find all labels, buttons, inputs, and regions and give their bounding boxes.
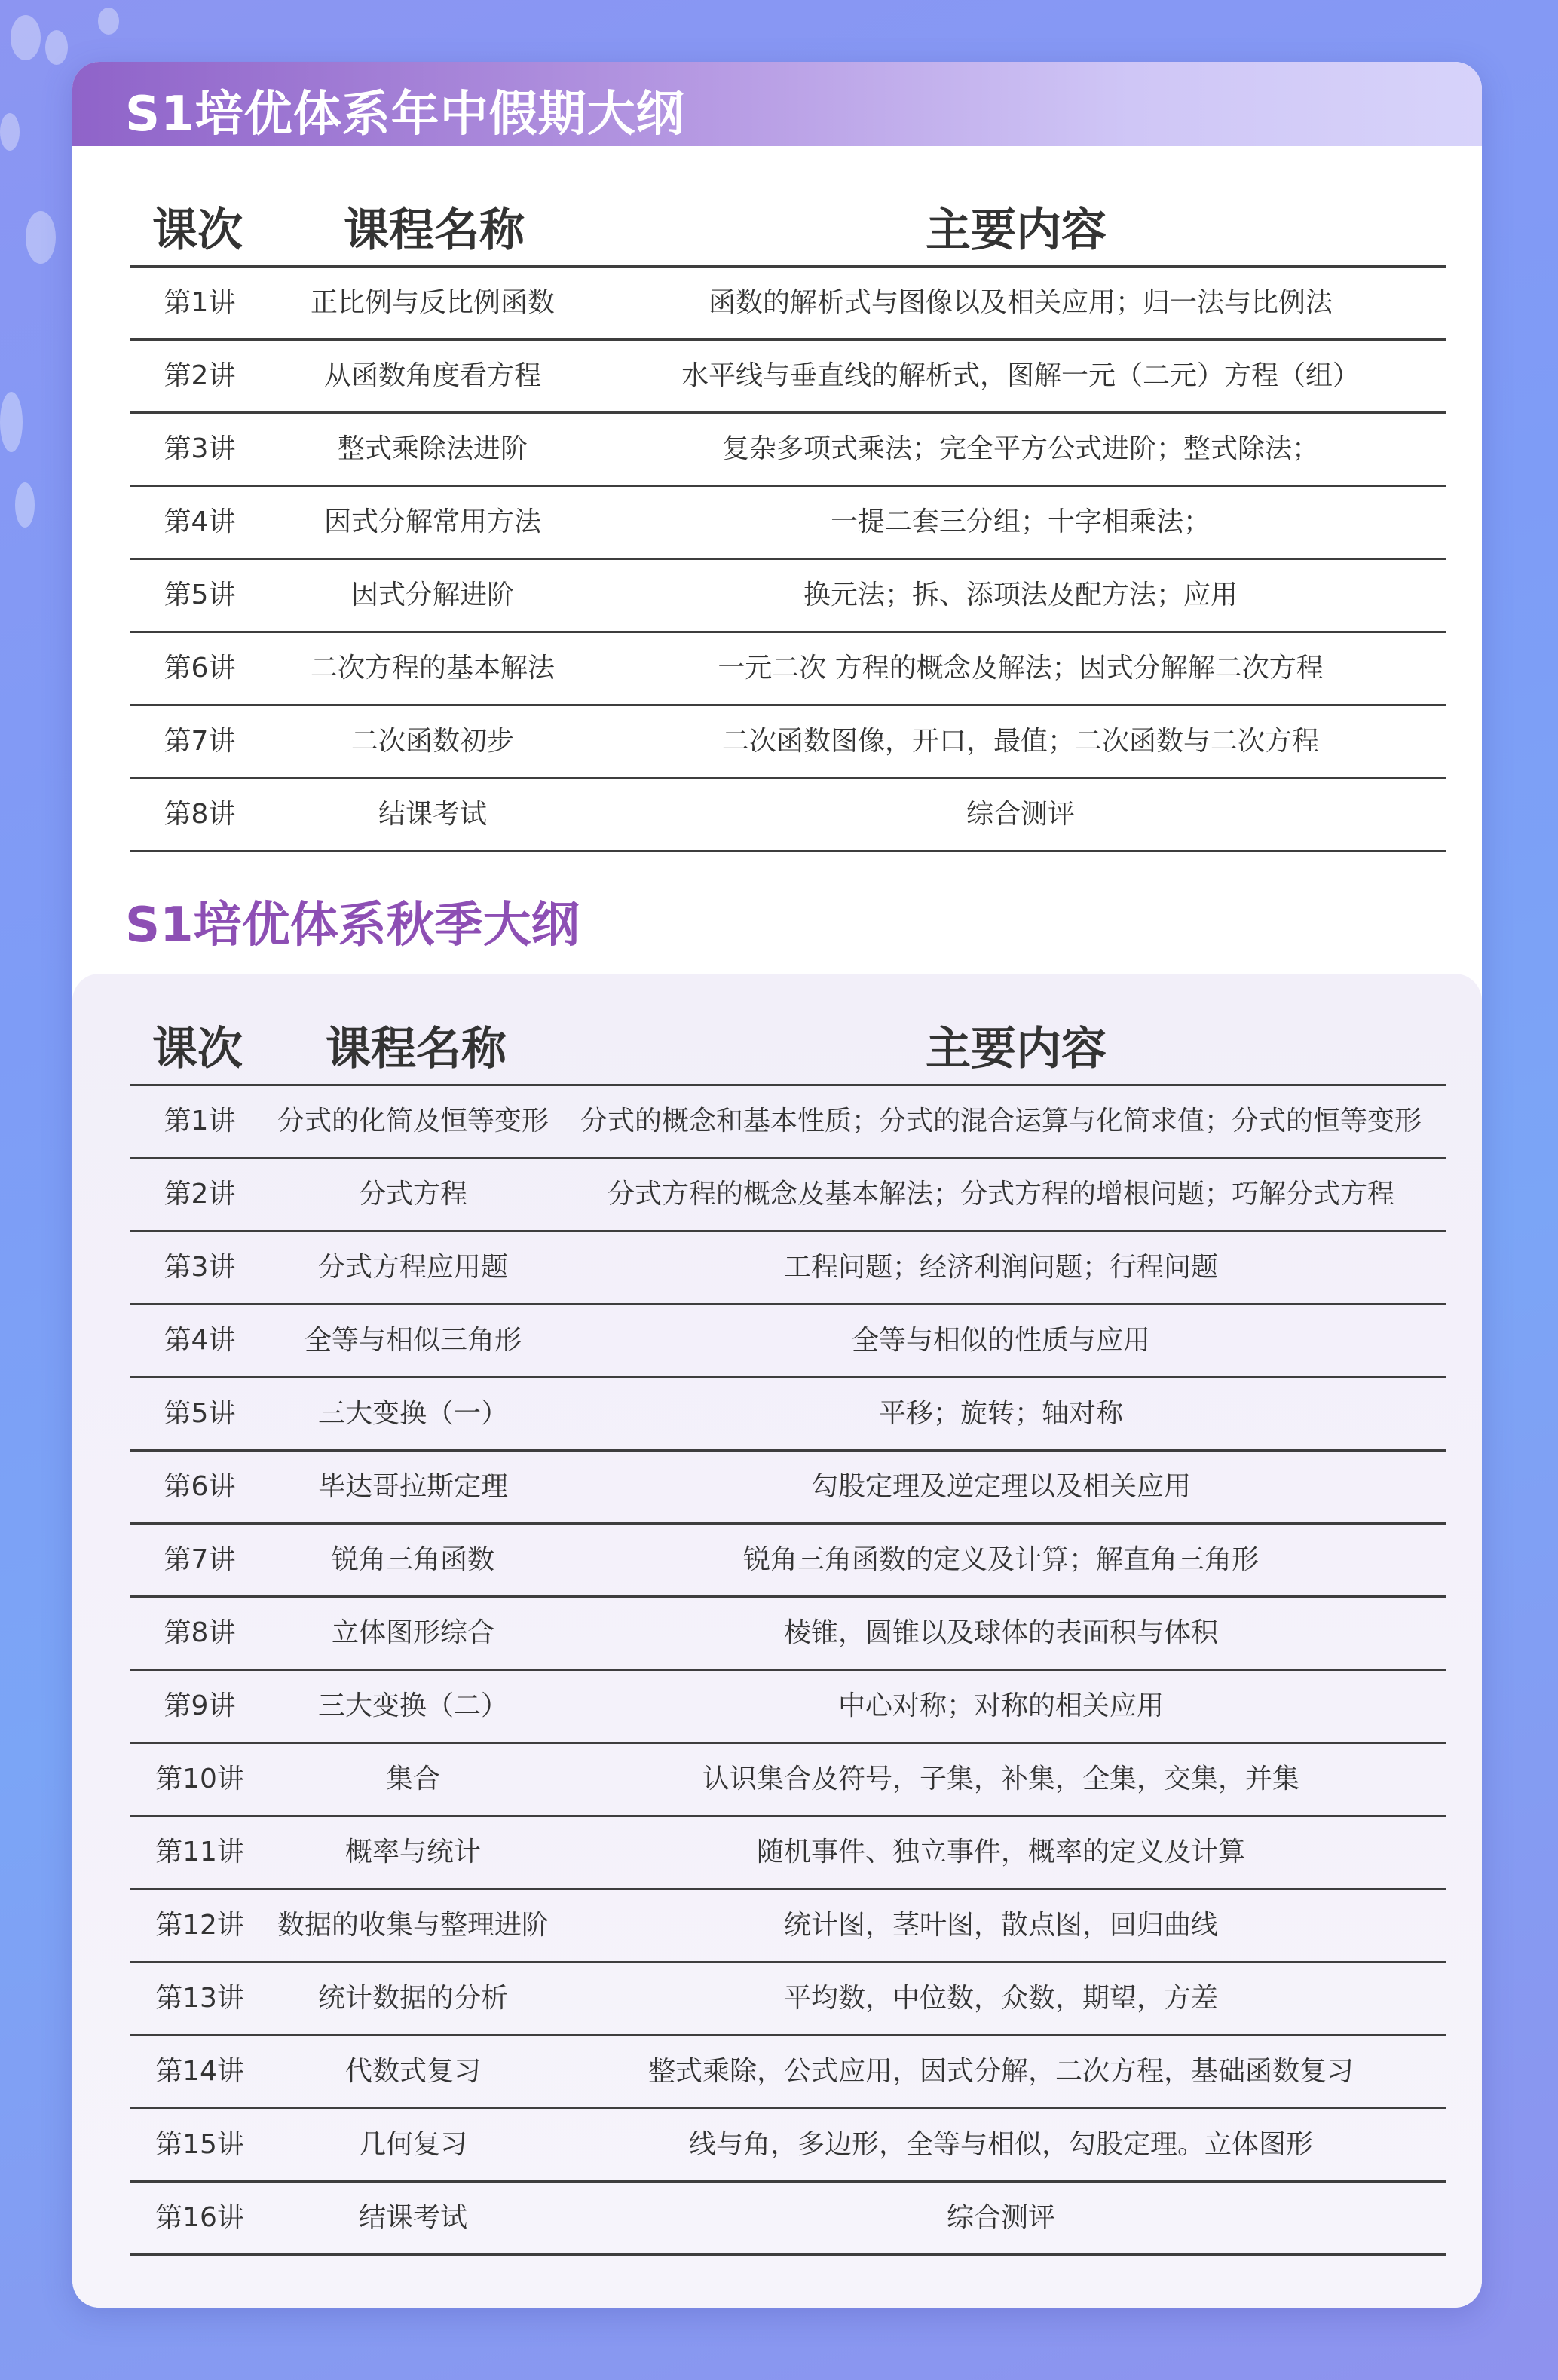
- table-header: [130, 182, 1446, 268]
- lesson-number: 第5讲: [164, 580, 236, 610]
- table-row: [130, 268, 1446, 341]
- main-content: 复杂多项式乘法；完全平方公式进阶；整式除法；: [721, 433, 1319, 464]
- main-content: 分式方程的概念及基本解法；分式方程的增根问题；巧解分式方程: [607, 1179, 1394, 1210]
- main-content: 认识集合及符号，子集，补集，全集，交集，并集: [702, 1764, 1299, 1794]
- header-course-name: 课程名称: [344, 204, 525, 257]
- course-name: 集合: [385, 1764, 440, 1794]
- lesson-number: 第4讲: [164, 506, 236, 537]
- summer-syllabus-table: [130, 182, 1446, 852]
- lesson-number: 第16讲: [155, 2202, 244, 2233]
- lesson-number: 第1讲: [164, 1106, 236, 1136]
- course-name: 正比例与反比例函数: [310, 287, 555, 318]
- course-name: 分式的化简及恒等变形: [277, 1106, 549, 1136]
- lesson-number: 第2讲: [164, 1179, 236, 1210]
- lesson-number: 第5讲: [164, 1398, 236, 1429]
- course-name: 锐角三角函数: [331, 1544, 494, 1575]
- table-row: [130, 1525, 1446, 1598]
- background-bubble: [0, 113, 20, 151]
- header-course-name: 课程名称: [326, 1023, 507, 1075]
- background-bubble: [0, 392, 23, 452]
- summer-title: S1培优体系年中假期大纲: [125, 87, 685, 142]
- table-row: [130, 2109, 1446, 2183]
- lesson-number: 第10讲: [155, 1764, 244, 1794]
- course-name: 结课考试: [378, 799, 487, 830]
- table-row: [130, 1598, 1446, 1671]
- table-row: [130, 779, 1446, 852]
- table-row: [130, 1159, 1446, 1232]
- background-bubble: [98, 8, 119, 35]
- lesson-number: 第14讲: [155, 2056, 244, 2087]
- course-name: 几何复习: [358, 2129, 467, 2160]
- main-content: 线与角，多边形，全等与相似，勾股定理。立体图形: [688, 2129, 1313, 2160]
- main-content: 整式乘除，公式应用，因式分解，二次方程，基础函数复习: [647, 2056, 1354, 2087]
- table-header: [130, 1001, 1446, 1086]
- course-name: 全等与相似三角形: [304, 1325, 522, 1356]
- lesson-number: 第2讲: [164, 360, 236, 391]
- header-main-content: 主要内容: [926, 204, 1107, 257]
- course-name: 概率与统计: [344, 1837, 481, 1868]
- lesson-number: 第13讲: [155, 1983, 244, 2014]
- table-row: [130, 1817, 1446, 1890]
- syllabus-card: [72, 62, 1482, 2308]
- main-content: 棱锥，圆锥以及球体的表面积与体积: [783, 1617, 1218, 1648]
- summer-title-banner: [72, 62, 1482, 146]
- course-name: 二次方程的基本解法: [310, 653, 555, 684]
- table-row: [130, 1963, 1446, 2036]
- lesson-number: 第8讲: [164, 799, 236, 830]
- main-content: 平均数，中位数，众数，期望，方差: [783, 1983, 1218, 2014]
- course-name: 分式方程应用题: [317, 1252, 508, 1283]
- background-bubble: [45, 30, 68, 65]
- main-content: 全等与相似的性质与应用: [851, 1325, 1150, 1356]
- background-bubble: [26, 211, 56, 264]
- course-name: 数据的收集与整理进阶: [277, 1910, 549, 1941]
- course-name: 统计数据的分析: [317, 1983, 508, 2014]
- main-content: 换元法；拆、添项法及配方法；应用: [803, 580, 1238, 610]
- main-content: 综合测评: [966, 799, 1075, 830]
- background-bubble: [15, 482, 35, 528]
- table-row: [130, 414, 1446, 487]
- main-content: 一元二次 方程的概念及解法；因式分解解二次方程: [718, 653, 1324, 684]
- main-content: 统计图，茎叶图，散点图，回归曲线: [783, 1910, 1218, 1941]
- autumn-title: S1培优体系秋季大纲: [125, 898, 580, 953]
- table-row: [130, 1086, 1446, 1159]
- course-name: 毕达哥拉斯定理: [317, 1471, 508, 1502]
- header-lesson: 课次: [152, 204, 243, 257]
- main-content: 水平线与垂直线的解析式，图解一元（二元）方程（组）: [681, 360, 1360, 391]
- lesson-number: 第8讲: [164, 1617, 236, 1648]
- header-lesson: 课次: [152, 1023, 243, 1075]
- course-name: 立体图形综合: [331, 1617, 494, 1648]
- table-row: [130, 1744, 1446, 1817]
- table-row: [130, 1305, 1446, 1378]
- main-content: 函数的解析式与图像以及相关应用；归一法与比例法: [708, 287, 1333, 318]
- course-name: 因式分解进阶: [350, 580, 514, 610]
- lesson-number: 第3讲: [164, 1252, 236, 1283]
- course-name: 从函数角度看方程: [323, 360, 541, 391]
- main-content: 工程问题；经济利润问题；行程问题: [783, 1252, 1218, 1283]
- lesson-number: 第7讲: [164, 726, 236, 757]
- lesson-number: 第1讲: [164, 287, 236, 318]
- background-bubble: [11, 15, 41, 60]
- course-name: 因式分解常用方法: [323, 506, 541, 537]
- table-row: [130, 633, 1446, 706]
- table-row: [130, 487, 1446, 560]
- table-row: [130, 560, 1446, 633]
- main-content: 一提二套三分组；十字相乘法；: [830, 506, 1211, 537]
- lesson-number: 第15讲: [155, 2129, 244, 2160]
- table-row: [130, 1452, 1446, 1525]
- table-row: [130, 1890, 1446, 1963]
- course-name: 整式乘除法进阶: [337, 433, 528, 464]
- lesson-number: 第4讲: [164, 1325, 236, 1356]
- main-content: 勾股定理及逆定理以及相关应用: [810, 1471, 1191, 1502]
- main-content: 平移；旋转；轴对称: [878, 1398, 1123, 1429]
- table-row: [130, 2183, 1446, 2256]
- autumn-syllabus-table: [130, 1001, 1446, 2256]
- table-row: [130, 706, 1446, 779]
- course-name: 代数式复习: [344, 2056, 481, 2087]
- lesson-number: 第3讲: [164, 433, 236, 464]
- table-row: [130, 341, 1446, 414]
- lesson-number: 第12讲: [155, 1910, 244, 1941]
- table-row: [130, 2036, 1446, 2109]
- main-content: 锐角三角函数的定义及计算；解直角三角形: [742, 1544, 1259, 1575]
- course-name: 二次函数初步: [350, 726, 514, 757]
- lesson-number: 第9讲: [164, 1690, 236, 1721]
- course-name: 三大变换（二）: [317, 1690, 508, 1721]
- course-name: 三大变换（一）: [317, 1398, 508, 1429]
- main-content: 二次函数图像，开口，最值；二次函数与二次方程: [721, 726, 1319, 757]
- table-row: [130, 1378, 1446, 1452]
- header-main-content: 主要内容: [926, 1023, 1107, 1075]
- table-row: [130, 1671, 1446, 1744]
- lesson-number: 第6讲: [164, 1471, 236, 1502]
- main-content: 分式的概念和基本性质；分式的混合运算与化简求值；分式的恒等变形: [580, 1106, 1422, 1136]
- main-content: 中心对称；对称的相关应用: [837, 1690, 1164, 1721]
- lesson-number: 第7讲: [164, 1544, 236, 1575]
- lesson-number: 第6讲: [164, 653, 236, 684]
- course-name: 分式方程: [358, 1179, 467, 1210]
- main-content: 随机事件、独立事件，概率的定义及计算: [756, 1837, 1245, 1868]
- lesson-number: 第11讲: [155, 1837, 244, 1868]
- main-content: 综合测评: [946, 2202, 1055, 2233]
- course-name: 结课考试: [358, 2202, 467, 2233]
- table-row: [130, 1232, 1446, 1305]
